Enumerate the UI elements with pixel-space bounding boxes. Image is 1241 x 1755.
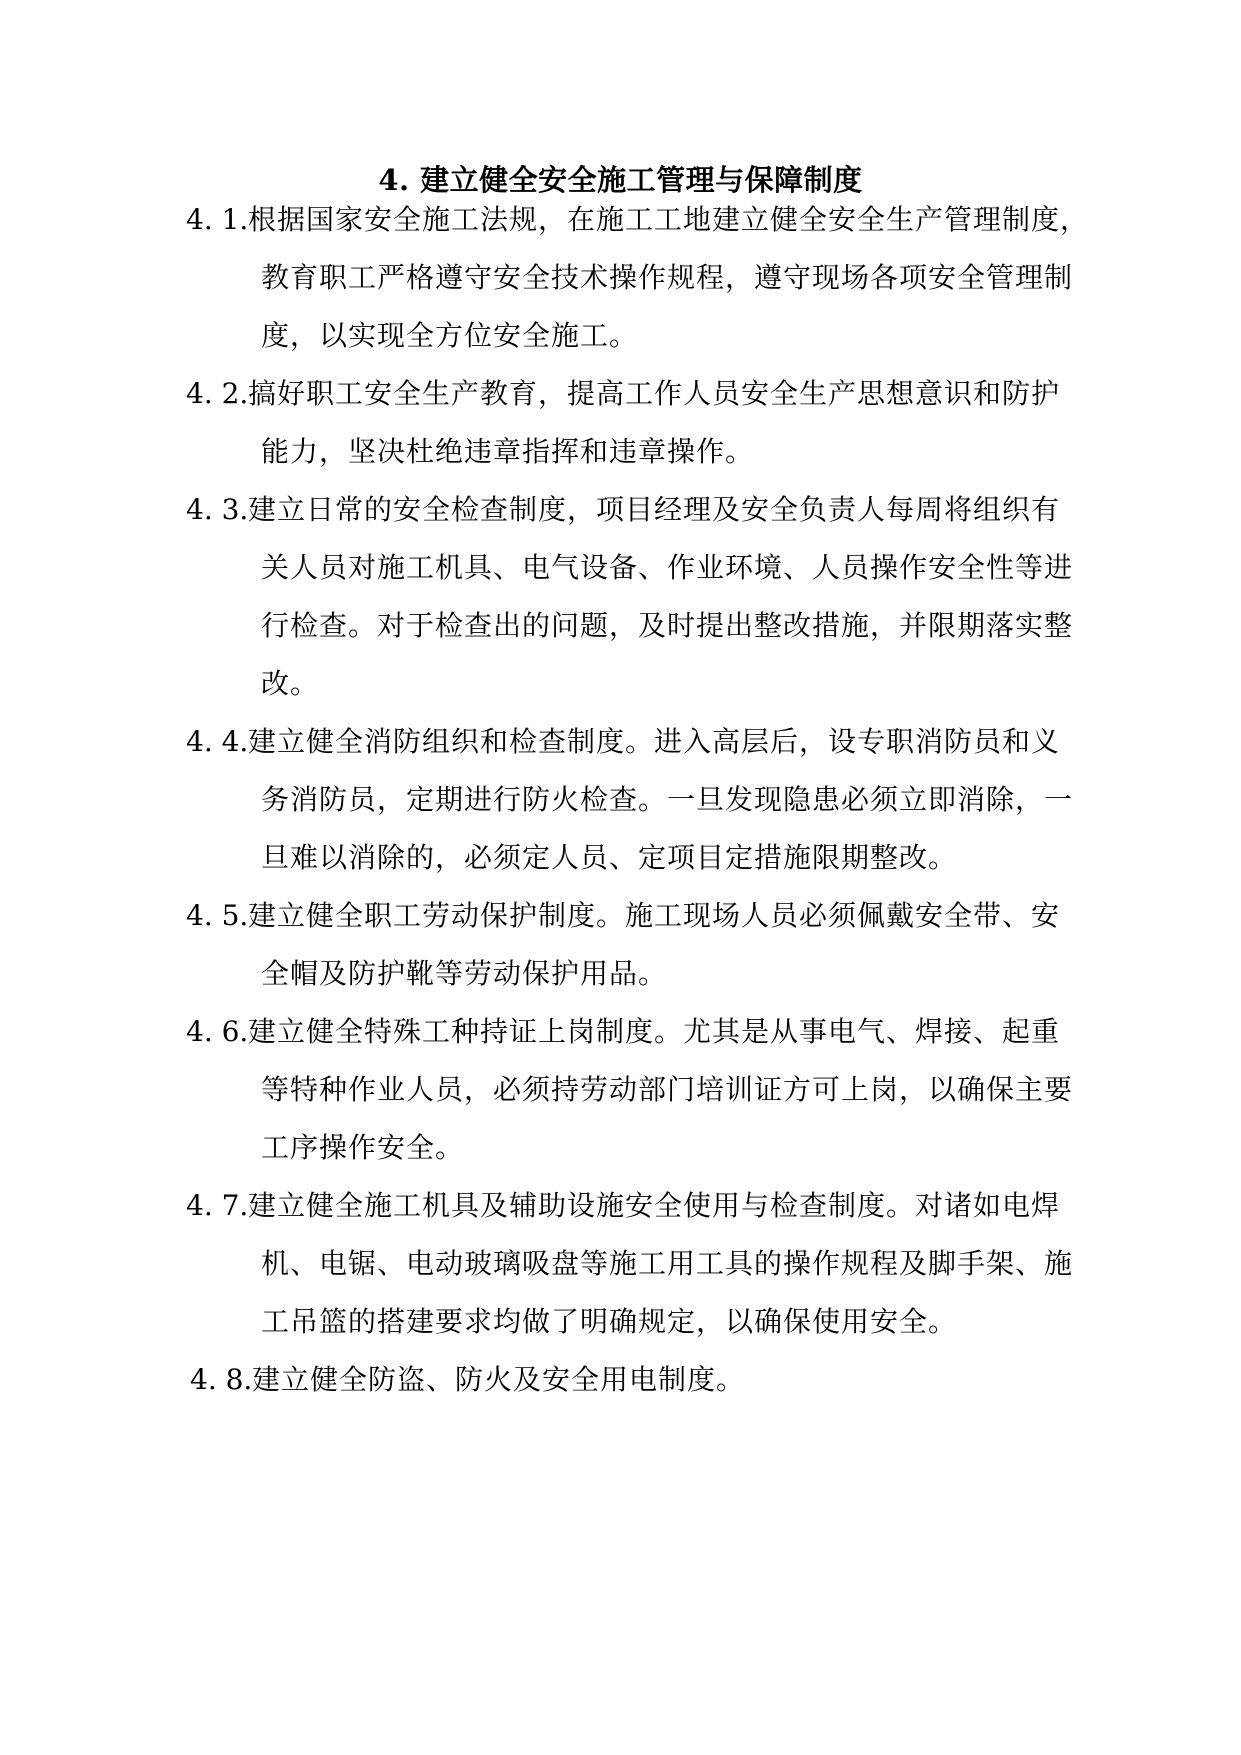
item-4-5-line-2: 全帽及防护靴等劳动保护用品。 [261, 957, 668, 990]
item-number: 4. 7. [186, 1189, 249, 1222]
item-4-7-line-3: 工吊篮的搭建要求均做了明确规定，以确保使用安全。 [261, 1305, 958, 1338]
item-text: 建立日常的安全检查制度，项目经理及安全负责人每周将组织有 [248, 493, 1061, 526]
item-4-3-line-3: 行检查。对于检查出的问题，及时提出整改措施，并限期落实整 [261, 609, 1074, 642]
item-text: 建立健全施工机具及辅助设施安全使用与检查制度。对诸如电焊 [248, 1189, 1061, 1222]
item-4-2-line-1 [186, 374, 1060, 414]
item-4-4-line-2: 务消防员，定期进行防火检查。一旦发现隐患必须立即消除，一 [261, 783, 1074, 816]
item-4-5-line-1 [186, 896, 1060, 936]
item-number: 4. 8. [190, 1363, 253, 1396]
item-number: 4. 4. [186, 725, 249, 758]
item-number: 4. 5. [186, 899, 249, 932]
item-4-1-line-3: 度，以实现全方位安全施工。 [261, 319, 639, 352]
item-4-2-line-2: 能力，坚决杜绝违章指挥和违章操作。 [261, 435, 755, 468]
item-number: 4. 3. [186, 493, 249, 526]
item-text: 建立健全防盗、防火及安全用电制度。 [252, 1363, 746, 1396]
item-4-3-line-1 [186, 490, 1060, 530]
item-4-4-line-1 [186, 722, 1060, 762]
item-4-7-line-1 [186, 1186, 1060, 1226]
section-title: 4. 建立健全安全施工管理与保障制度 [378, 163, 863, 197]
item-4-6-line-2: 等特种作业人员，必须持劳动部门培训证方可上岗，以确保主要 [261, 1073, 1074, 1106]
item-4-6-line-3: 工序操作安全。 [261, 1131, 465, 1164]
item-text: 建立健全特殊工种持证上岗制度。尤其是从事电气、焊接、起重 [248, 1015, 1061, 1048]
item-number: 4. 1. [186, 203, 249, 236]
item-text: 根据国家安全施工法规，在施工工地建立健全安全生产管理制度， [248, 203, 1090, 236]
item-text: 建立健全职工劳动保护制度。施工现场人员必须佩戴安全带、安 [248, 899, 1061, 932]
item-4-4-line-3: 旦难以消除的，必须定人员、定项目定措施限期整改。 [261, 841, 958, 874]
item-4-1-line-1 [186, 200, 1089, 240]
item-4-3-line-2: 关人员对施工机具、电气设备、作业环境、人员操作安全性等进 [261, 551, 1074, 584]
item-text: 搞好职工安全生产教育，提高工作人员安全生产思想意识和防护 [248, 377, 1061, 410]
item-4-6-line-1 [186, 1012, 1060, 1052]
item-4-3-line-4: 改。 [261, 667, 320, 700]
item-text: 建立健全消防组织和检查制度。进入高层后，设专职消防员和义 [248, 725, 1061, 758]
item-4-1-line-2: 教育职工严格遵守安全技术操作规程，遵守现场各项安全管理制 [261, 261, 1074, 294]
item-number: 4. 6. [186, 1015, 249, 1048]
item-4-8-line-1 [190, 1360, 745, 1400]
item-number: 4. 2. [186, 377, 249, 410]
item-4-7-line-2: 机、电锯、电动玻璃吸盘等施工用工具的操作规程及脚手架、施 [261, 1247, 1074, 1280]
